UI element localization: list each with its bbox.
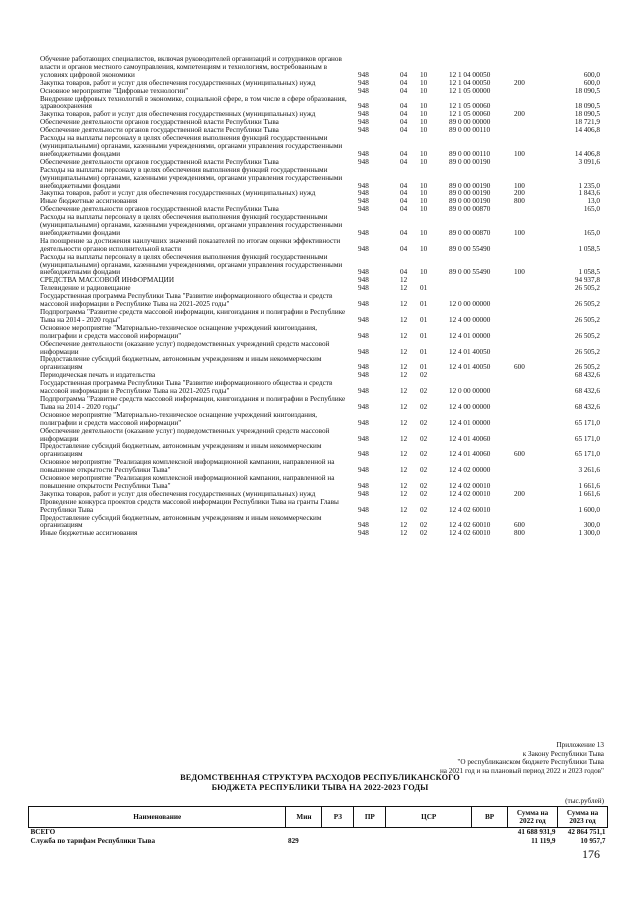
appendix-line: к Закону Республики Тыва — [522, 749, 604, 758]
budget-row — [40, 167, 600, 191]
cell-csr: 12 1 05 00060 — [449, 102, 491, 111]
cell-name: На поощрение за достижения наилучших значений показателей по итогам оценки эффективности деятельности органов исполнительной власти — [40, 236, 341, 253]
cell-sum: 26 505,2 — [574, 331, 600, 340]
budget-row — [40, 214, 600, 238]
cell-rz: 12 — [400, 466, 408, 475]
cell-vr: 800 — [514, 529, 525, 538]
cell-min: 948 — [358, 228, 369, 237]
cell-name: Закупка товаров, работ и услуг для обеспечения государственных (муниципальных) нужд — [40, 189, 316, 198]
cell-csr: 89 0 00 00190 — [449, 197, 491, 206]
cell-rz: 04 — [400, 149, 408, 158]
agency-sum-2022: 11 119,9 — [531, 837, 556, 845]
cell-sum: 600,0 — [583, 70, 600, 79]
table-row — [29, 828, 608, 838]
cell-min: 948 — [358, 197, 369, 206]
cell-sum: 68 432,6 — [574, 402, 600, 411]
cell-csr: 89 0 00 00190 — [449, 189, 491, 198]
cell-name: Периодическая печать и издательства — [40, 371, 156, 380]
cell-csr: 89 0 00 55490 — [449, 244, 491, 253]
cell-name: Иные бюджетные ассигнования — [40, 197, 138, 206]
total-min — [286, 828, 322, 838]
cell-rz: 12 — [400, 371, 408, 380]
cell-csr: 12 4 02 00000 — [449, 466, 491, 475]
cell-name: Проведение конкурса проектов средств массовой информации Республики Тыва на гранты Главы Республики Тыва — [40, 497, 339, 514]
cell-sum: 1 058,5 — [578, 244, 600, 253]
cell-sum: 1 843,6 — [578, 189, 600, 198]
budget-row — [40, 530, 600, 538]
cell-rz: 04 — [400, 228, 408, 237]
cell-pr: 10 — [420, 189, 428, 198]
cell-sum: 26 505,2 — [574, 363, 600, 372]
cell-sum: 1 661,6 — [578, 489, 600, 498]
cell-min: 948 — [358, 450, 369, 459]
header-name: Наименование — [29, 807, 286, 828]
cell-pr: 10 — [420, 268, 428, 277]
cell-csr: 12 4 01 40050 — [449, 363, 491, 372]
cell-name: Внедрение цифровых технологий в экономике, социальной сфере, в том числе в сфере образования, здравоохранения — [40, 94, 347, 111]
budget-row — [40, 475, 600, 491]
cell-csr: 12 1 04 00050 — [449, 78, 491, 87]
cell-name: Расходы на выплаты персоналу в целях обеспечения выполнения функций государственными (муниципальными) органами, казенными учреждениями, органами управления государственными внебюджетными фондами — [40, 213, 343, 237]
cell-min: 948 — [358, 434, 369, 443]
cell-sum: 65 171,0 — [574, 434, 600, 443]
budget-row — [40, 56, 600, 80]
cell-name: Обучение работающих специалистов, включая руководителей организаций и сотрудников органов власти и органов местного самоуправления, компетенциям и технологиям, востребованным в условиях цифровой экономики — [40, 55, 342, 79]
cell-pr: 10 — [420, 157, 428, 166]
cell-rz: 12 — [400, 481, 408, 490]
cell-csr: 12 0 00 00000 — [449, 387, 491, 396]
cell-rz: 12 — [400, 315, 408, 324]
cell-min: 948 — [358, 118, 369, 127]
appendix-line: на 2021 год и на плановый период 2022 и 2023 годов" — [439, 766, 604, 775]
cell-csr: 89 0 00 00110 — [449, 126, 491, 135]
cell-vr: 800 — [514, 197, 525, 206]
cell-pr: 10 — [420, 244, 428, 253]
cell-name: Основное мероприятие "Реализация комплексной информационной кампании, направленной на повышение открытости Республики Тыва" — [40, 474, 335, 490]
header-pr: ПР — [354, 807, 386, 828]
cell-vr: 200 — [514, 78, 525, 87]
cell-pr: 02 — [420, 402, 428, 411]
cell-pr: 10 — [420, 205, 428, 214]
budget-row — [40, 238, 600, 254]
cell-pr: 10 — [420, 102, 428, 111]
cell-rz: 12 — [400, 387, 408, 396]
cell-name: Обеспечение деятельности органов государственной власти Республики Тыва — [40, 205, 279, 214]
cell-pr: 02 — [420, 505, 428, 514]
budget-row — [40, 135, 600, 159]
budget-row — [40, 515, 600, 531]
cell-sum: 18 090,5 — [574, 110, 600, 119]
cell-min: 948 — [358, 157, 369, 166]
cell-sum: 94 937,8 — [574, 276, 600, 285]
cell-min: 948 — [358, 466, 369, 475]
cell-min: 948 — [358, 86, 369, 95]
cell-pr: 02 — [420, 418, 428, 427]
cell-vr: 100 — [514, 181, 525, 190]
cell-vr: 100 — [514, 228, 525, 237]
budget-row — [40, 499, 600, 515]
cell-rz: 04 — [400, 118, 408, 127]
cell-rz: 12 — [400, 434, 408, 443]
cell-csr: 12 1 04 00050 — [449, 70, 491, 79]
cell-sum: 26 505,2 — [574, 315, 600, 324]
cell-min: 948 — [358, 205, 369, 214]
cell-rz: 12 — [400, 418, 408, 427]
header-min: Мин — [286, 807, 322, 828]
cell-vr: 200 — [514, 189, 525, 198]
cell-csr: 12 4 00 00000 — [449, 402, 491, 411]
cell-pr: 10 — [420, 70, 428, 79]
cell-pr: 02 — [420, 434, 428, 443]
budget-row — [40, 443, 600, 459]
cell-sum: 165,0 — [583, 205, 600, 214]
cell-rz: 04 — [400, 157, 408, 166]
cell-name: Закупка товаров, работ и услуг для обеспечения государственных (муниципальных) нужд — [40, 78, 316, 87]
cell-min: 948 — [358, 268, 369, 277]
cell-pr: 10 — [420, 228, 428, 237]
cell-pr: 02 — [420, 371, 428, 380]
cell-csr: 12 4 02 00010 — [449, 489, 491, 498]
cell-min: 948 — [358, 126, 369, 135]
cell-pr: 01 — [420, 300, 428, 309]
cell-pr: 10 — [420, 110, 428, 119]
cell-rz: 04 — [400, 78, 408, 87]
cell-min: 948 — [358, 481, 369, 490]
cell-name: Основное мероприятие "Цифровые технологии" — [40, 86, 189, 95]
cell-name: Государственная программа Республики Тыва "Развитие информационного общества и средств массовой информации в Республике Тыва на 2021-2025 годы" — [40, 292, 333, 309]
cell-min: 948 — [358, 529, 369, 538]
budget-row — [40, 459, 600, 475]
cell-name: Обеспечение деятельности органов государственной власти Республики Тыва — [40, 118, 279, 127]
cell-csr: 12 4 00 00000 — [449, 315, 491, 324]
cell-name: Иные бюджетные ассигнования — [40, 529, 138, 538]
cell-rz: 12 — [400, 276, 408, 285]
cell-min: 948 — [358, 402, 369, 411]
cell-csr: 12 4 01 00000 — [449, 418, 491, 427]
cell-rz: 04 — [400, 86, 408, 95]
cell-pr: 01 — [420, 331, 428, 340]
cell-min: 948 — [358, 300, 369, 309]
cell-name: Основное мероприятие "Материально-техническое оснащение учреждений книгоиздания, полиграфии и средств массовой информации" — [40, 323, 318, 340]
table-header-row — [29, 807, 608, 828]
cell-sum: 68 432,6 — [574, 387, 600, 396]
cell-sum: 14 406,8 — [574, 126, 600, 135]
total-sum-2022: 41 688 931,9 — [517, 828, 556, 836]
cell-rz: 12 — [400, 347, 408, 356]
cell-rz: 04 — [400, 110, 408, 119]
units-label: (тыс.рублей) — [565, 797, 604, 805]
cell-pr: 10 — [420, 181, 428, 190]
cell-rz: 04 — [400, 70, 408, 79]
cell-csr: 89 0 00 55490 — [449, 268, 491, 277]
cell-min: 948 — [358, 505, 369, 514]
cell-pr: 02 — [420, 387, 428, 396]
cell-min: 948 — [358, 149, 369, 158]
cell-sum: 1 235,0 — [578, 181, 600, 190]
cell-pr: 10 — [420, 126, 428, 135]
budget-row — [40, 325, 600, 341]
cell-min: 948 — [358, 331, 369, 340]
cell-vr: 600 — [514, 450, 525, 459]
budget-row — [40, 380, 600, 396]
document-heading — [0, 773, 640, 792]
cell-vr: 100 — [514, 149, 525, 158]
cell-pr: 10 — [420, 78, 428, 87]
cell-sum: 13,0 — [587, 197, 600, 206]
cell-csr: 12 1 05 00060 — [449, 110, 491, 119]
cell-rz: 12 — [400, 363, 408, 372]
cell-sum: 3 261,6 — [578, 466, 600, 475]
appendix-line: "О республиканском бюджете Республики Тыва — [457, 758, 604, 767]
cell-csr: 12 4 02 60010 — [449, 529, 491, 538]
cell-min: 948 — [358, 387, 369, 396]
budget-table — [28, 806, 608, 846]
cell-rz: 12 — [400, 284, 408, 293]
cell-rz: 12 — [400, 300, 408, 309]
cell-vr: 600 — [514, 363, 525, 372]
cell-pr: 02 — [420, 529, 428, 538]
header-csr: ЦСР — [386, 807, 472, 828]
cell-name: Предоставление субсидий бюджетным, автономным учреждениям и иным некоммерческим организациям — [40, 355, 322, 372]
budget-row — [40, 356, 600, 372]
cell-csr: 12 4 02 00010 — [449, 481, 491, 490]
budget-row — [40, 96, 600, 112]
cell-name: Государственная программа Республики Тыва "Развитие информационного общества и средств массовой информации в Республике Тыва на 2021-2025 годы" — [40, 379, 333, 396]
cell-vr: 200 — [514, 489, 525, 498]
cell-sum: 65 171,0 — [574, 450, 600, 459]
cell-csr: 12 4 01 40060 — [449, 450, 491, 459]
cell-vr: 600 — [514, 521, 525, 530]
cell-csr: 12 1 05 00000 — [449, 86, 491, 95]
budget-rows — [40, 56, 600, 538]
cell-csr: 12 4 02 60010 — [449, 505, 491, 514]
table-row — [29, 837, 608, 846]
cell-rz: 12 — [400, 402, 408, 411]
cell-name: Закупка товаров, работ и услуг для обеспечения государственных (муниципальных) нужд — [40, 489, 316, 498]
cell-name: Обеспечение деятельности (оказание услуг) подведомственных учреждений средств массовой информации — [40, 426, 330, 443]
header-sum-2022: Сумма на 2022 год — [508, 807, 558, 828]
cell-csr: 89 0 00 00190 — [449, 181, 491, 190]
cell-min: 948 — [358, 110, 369, 119]
cell-sum: 26 505,2 — [574, 347, 600, 356]
cell-name: Обеспечение деятельности (оказание услуг) подведомственных учреждений средств массовой информации — [40, 339, 330, 356]
cell-min: 948 — [358, 181, 369, 190]
cell-sum: 26 505,2 — [574, 300, 600, 309]
cell-pr: 02 — [420, 521, 428, 530]
cell-rz: 04 — [400, 102, 408, 111]
cell-name: Основное мероприятие "Реализация комплексной информационной кампании, направленной на повышение открытости Республики Тыва" — [40, 458, 335, 475]
cell-pr: 10 — [420, 197, 428, 206]
cell-csr: 89 0 00 00190 — [449, 157, 491, 166]
cell-name: Обеспечение деятельности органов государственной власти Республики Тыва — [40, 157, 279, 166]
cell-sum: 1 058,5 — [578, 268, 600, 277]
heading-line: БЮДЖЕТА РЕСПУБЛИКИ ТЫВА НА 2022-2023 ГОДЫ — [211, 782, 429, 792]
cell-rz: 04 — [400, 197, 408, 206]
cell-min: 948 — [358, 521, 369, 530]
cell-name: Подпрограмма "Развитие средств массовой информации, книгоиздания и полиграфии в Республике Тыва на 2014 - 2020 годы" — [40, 308, 346, 324]
cell-rz: 04 — [400, 126, 408, 135]
cell-name: Основное мероприятие "Материально-техническое оснащение учреждений книгоиздания, полиграфии и средств массовой информации" — [40, 410, 318, 427]
cell-csr: 12 4 01 40060 — [449, 434, 491, 443]
cell-csr: 12 0 00 00000 — [449, 300, 491, 309]
cell-csr: 12 4 02 60010 — [449, 521, 491, 530]
cell-sum: 600,0 — [583, 78, 600, 87]
cell-name: Подпрограмма "Развитие средств массовой информации, книгоиздания и полиграфии в Республике Тыва на 2014 - 2020 годы" — [40, 394, 346, 411]
cell-rz: 12 — [400, 489, 408, 498]
cell-min: 948 — [358, 371, 369, 380]
cell-rz: 12 — [400, 450, 408, 459]
cell-sum: 18 721,9 — [574, 118, 600, 127]
agency-name: Служба по тарифам Республики Тыва — [30, 837, 156, 845]
cell-rz: 04 — [400, 244, 408, 253]
cell-sum: 14 406,8 — [574, 149, 600, 158]
cell-name: Расходы на выплаты персоналу в целях обеспечения выполнения функций государственными (муниципальными) органами, казенными учреждениями, органами управления государственными внебюджетными фондами — [40, 165, 343, 190]
page-number: 176 — [582, 847, 600, 861]
cell-rz: 04 — [400, 181, 408, 190]
cell-pr: 01 — [420, 347, 428, 356]
cell-min: 948 — [358, 189, 369, 198]
cell-csr: 89 0 00 00870 — [449, 205, 491, 214]
header-rz: РЗ — [322, 807, 354, 828]
cell-vr: 200 — [514, 110, 525, 119]
cell-sum: 165,0 — [583, 228, 600, 237]
total-sum-2023: 42 864 751,1 — [567, 828, 606, 836]
cell-vr: 100 — [514, 268, 525, 277]
cell-name: Закупка товаров, работ и услуг для обеспечения государственных (муниципальных) нужд — [40, 110, 316, 119]
cell-pr: 10 — [420, 149, 428, 158]
budget-row — [40, 428, 600, 444]
cell-pr: 01 — [420, 363, 428, 372]
cell-min: 948 — [358, 276, 369, 285]
appendix-line: Приложение 13 — [556, 741, 604, 749]
cell-name: Телевидение и радиовещание — [40, 284, 131, 293]
cell-min: 948 — [358, 347, 369, 356]
cell-pr: 10 — [420, 86, 428, 95]
cell-rz: 04 — [400, 268, 408, 277]
cell-min: 948 — [358, 418, 369, 427]
cell-rz: 12 — [400, 331, 408, 340]
budget-row — [40, 341, 600, 357]
budget-row — [40, 412, 600, 428]
cell-sum: 1 661,6 — [578, 481, 600, 490]
budget-row — [40, 309, 600, 325]
cell-pr: 02 — [420, 466, 428, 475]
cell-pr: 01 — [420, 315, 428, 324]
cell-rz: 12 — [400, 505, 408, 514]
budget-row — [40, 396, 600, 412]
cell-name: Предоставление субсидий бюджетным, автономным учреждениям и иным некоммерческим организациям — [40, 442, 322, 459]
cell-min: 948 — [358, 315, 369, 324]
cell-min: 948 — [358, 78, 369, 87]
cell-sum: 300,0 — [583, 521, 600, 530]
cell-name: СРЕДСТВА МАССОВОЙ ИНФОРМАЦИИ — [40, 276, 175, 285]
cell-csr: 89 0 00 00110 — [449, 149, 491, 158]
cell-min: 948 — [358, 70, 369, 79]
cell-name: Расходы на выплаты персоналу в целях обеспечения выполнения функций государственными (муниципальными) органами, казенными учреждениями, органами управления государственными внебюджетными фондами — [40, 252, 343, 277]
cell-sum: 68 432,6 — [574, 371, 600, 380]
cell-pr: 01 — [420, 284, 428, 293]
budget-row — [40, 293, 600, 309]
cell-sum: 26 505,2 — [574, 284, 600, 293]
cell-csr: 89 0 00 00870 — [449, 228, 491, 237]
appendix-note — [440, 741, 604, 775]
cell-pr: 02 — [420, 450, 428, 459]
cell-min: 948 — [358, 244, 369, 253]
cell-name: Предоставление субсидий бюджетным, автономным учреждениям и иным некоммерческим организациям — [40, 513, 322, 530]
cell-rz: 04 — [400, 189, 408, 198]
cell-rz: 12 — [400, 529, 408, 538]
cell-sum: 1 300,0 — [578, 529, 600, 538]
cell-name: Обеспечение деятельности органов государственной власти Республики Тыва — [40, 126, 279, 135]
cell-sum: 65 171,0 — [574, 418, 600, 427]
agency-min: 829 — [287, 837, 299, 845]
total-name: ВСЕГО — [30, 828, 56, 836]
cell-sum: 3 091,6 — [578, 157, 600, 166]
header-vr: ВР — [472, 807, 508, 828]
cell-name: Расходы на выплаты персоналу в целях обеспечения выполнения функций государственными (муниципальными) органами, казенными учреждениями, органами управления государственными внебюджетными фондами — [40, 134, 343, 158]
cell-pr: 02 — [420, 489, 428, 498]
cell-min: 948 — [358, 284, 369, 293]
cell-csr: 89 0 00 00000 — [449, 118, 491, 127]
cell-sum: 18 090,5 — [574, 86, 600, 95]
cell-pr: 10 — [420, 118, 428, 127]
cell-pr: 02 — [420, 481, 428, 490]
cell-rz: 04 — [400, 205, 408, 214]
header-sum-2023: Сумма на 2023 год — [558, 807, 608, 828]
budget-row — [40, 254, 600, 278]
cell-min: 948 — [358, 489, 369, 498]
cell-csr: 12 4 01 00000 — [449, 331, 491, 340]
cell-sum: 18 090,5 — [574, 102, 600, 111]
cell-min: 948 — [358, 363, 369, 372]
heading-line: ВЕДОМСТВЕННАЯ СТРУКТУРА РАСХОДОВ РЕСПУБЛИКАНСКОГО — [180, 773, 460, 782]
agency-sum-2023: 10 957,7 — [580, 837, 606, 845]
cell-sum: 1 600,0 — [578, 505, 600, 514]
cell-min: 948 — [358, 102, 369, 111]
cell-csr: 12 4 01 40050 — [449, 347, 491, 356]
cell-rz: 12 — [400, 521, 408, 530]
